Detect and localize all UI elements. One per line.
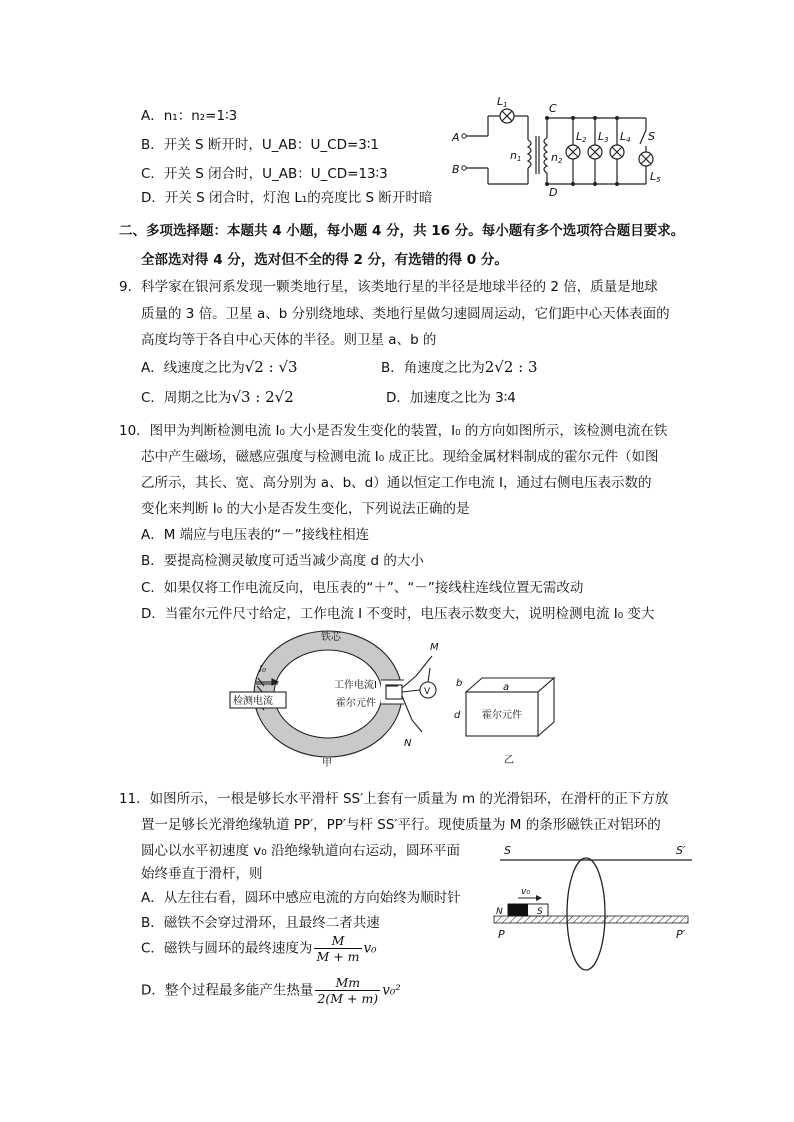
label-s-rod: S [504,844,511,857]
fig-jia-core-label: 铁芯 [321,632,341,643]
fig-yi-b: b [456,678,463,689]
label-n1: n1 [510,149,522,163]
track-pp [494,916,688,923]
label-l1: L1 [497,95,508,109]
label-c: C [549,102,557,115]
fig-yi-d: d [454,710,461,721]
fig-yi-hall-element [446,668,572,768]
q10-option-b: B．要提高检测灵敏度可适当减少高度 d 的大小 [141,553,424,569]
q10-stem-line4: 变化来判断 I₀ 的大小是否发生变化，下列说法正确的是 [141,501,470,517]
label-l5: L5 [650,170,661,184]
label-a: A [452,131,460,144]
q11-stem-line2: 置一足够长光滑绝缘轨道 PP′，PP′与杆 SS′平行。现使质量为 M 的条形磁铁正对铝环的 [141,817,661,833]
label-s-prime: S′ [676,844,686,857]
q8-option-c: C．开关 S 闭合时，U_AB：U_CD=13∶3 [141,166,388,182]
q11-option-a: A．从左往右看，圆环中感应电流的方向始终为顺时针 [141,890,461,906]
fig-jia-work-current: 工作电流I [334,680,377,691]
label-l2: L2 [576,130,587,144]
q9-stem-line3: 高度均等于各自中心天体的半径。则卫星 a、b 的 [141,332,437,348]
fig-jia-hall-sensor [226,628,440,768]
q11-stem-line4: 始终垂直于滑杆，则 [141,866,263,882]
section2-heading-line1: 二、多项选择题：本题共 4 小题，每小题 4 分，共 16 分。每小题有多个选项符合题目要求。 [119,223,685,239]
fig-yi-caption: 乙 [504,755,514,766]
fig-jia-m: M [430,642,439,653]
q10-stem-line2: 芯中产生磁场，磁感应强度与检测电流 I₀ 成正比。现给金属材料制成的霍尔元件（如图 [141,449,659,465]
q10-option-c: C．如果仅将工作电流反向，电压表的“＋”、“－”接线柱连线位置无需改动 [141,580,584,596]
label-l3: L3 [598,130,609,144]
q10-stem-line1: 10．图甲为判断检测电流 I₀ 大小是否发生变化的装置，I₀ 的方向如图所示，该检测电流在铁 [119,423,668,439]
q9-stem-line2: 质量的 3 倍。卫星 a、b 分别绕地球、类地行星做匀速圆周运动，它们距中心天体表面的 [141,306,670,322]
fig-q11-magnet-ring [488,838,700,964]
q9-stem-line1: 9．科学家在银河系发现一颗类地行星，该类地行星的半径是地球半径的 2 倍，质量是地球 [119,279,658,295]
fig-jia-i0: I₀ [259,664,266,675]
q11-option-c: C．磁铁与圆环的最终速度为 $\frac{M}{M + m}$ v₀ [141,933,377,964]
q10-option-a: A．M 端应与电压表的“－”接线柱相连 [141,527,370,543]
label-magnet-n: N [496,907,503,917]
label-s: S [648,130,655,143]
fig-jia-v: V [424,687,431,697]
q9-option-a: A．线速度之比为√2 : √3 [141,358,298,376]
fig-jia-n: N [404,738,412,749]
magnet-n-pole [508,904,528,916]
label-magnet-s: S [537,907,543,917]
q8-option-a: A．n₁：n₂=1∶3 [141,108,238,124]
label-v0: v₀ [521,887,530,897]
q10-stem-line3: 乙所示，其长、宽、高分别为 a、b、d）通以恒定工作电流 I，通过右侧电压表示数的 [141,475,652,491]
q8-circuit-diagram [450,92,660,198]
label-l4: L4 [620,130,631,144]
q10-option-d: D．当霍尔元件尺寸给定，工作电流 I 不变时，电压表示数变大，说明检测电流 I₀ 变大 [141,606,655,622]
fig-yi-box-label: 霍尔元件 [482,710,522,721]
q9-option-d: D．加速度之比为 3∶4 [386,390,516,406]
fig-jia-caption: 甲 [322,758,332,769]
aluminium-ring [567,858,605,970]
fig-jia-detect-box: 检测电流 [233,696,273,707]
label-b: B [452,163,460,176]
q11-stem-line1: 11．如图所示，一根是够长水平滑杆 SS′上套有一质量为 m 的光滑铝环，在滑杆的正下方放 [119,791,669,807]
q11-option-d: D．整个过程最多能产生热量 $\frac{Mm}{2(M + m)}$ v₀² [141,975,401,1006]
label-p: P [498,928,505,941]
q11-option-b: B．磁铁不会穿过滑环，且最终二者共速 [141,915,380,931]
label-n2: n2 [551,151,563,165]
label-d: D [549,186,558,199]
fig-yi-a: a [503,682,510,693]
fig-jia-hall: 霍尔元件 [336,698,376,709]
q8-option-d: D．开关 S 闭合时，灯泡 L₁的亮度比 S 断开时暗 [141,190,433,206]
q9-option-c: C．周期之比为√3 : 2√2 [141,388,294,406]
q9-option-b: B．角速度之比为2√2 : 3 [381,358,538,376]
q8-option-b: B．开关 S 断开时，U_AB：U_CD=3∶1 [141,137,379,153]
q11-stem-line3: 圆心以水平初速度 v₀ 沿绝缘轨道向右运动，圆环平面 [141,843,460,859]
section2-heading-line2: 全部选对得 4 分，选对但不全的得 2 分，有选错的得 0 分。 [141,252,508,268]
label-p-prime: P′ [676,928,686,941]
